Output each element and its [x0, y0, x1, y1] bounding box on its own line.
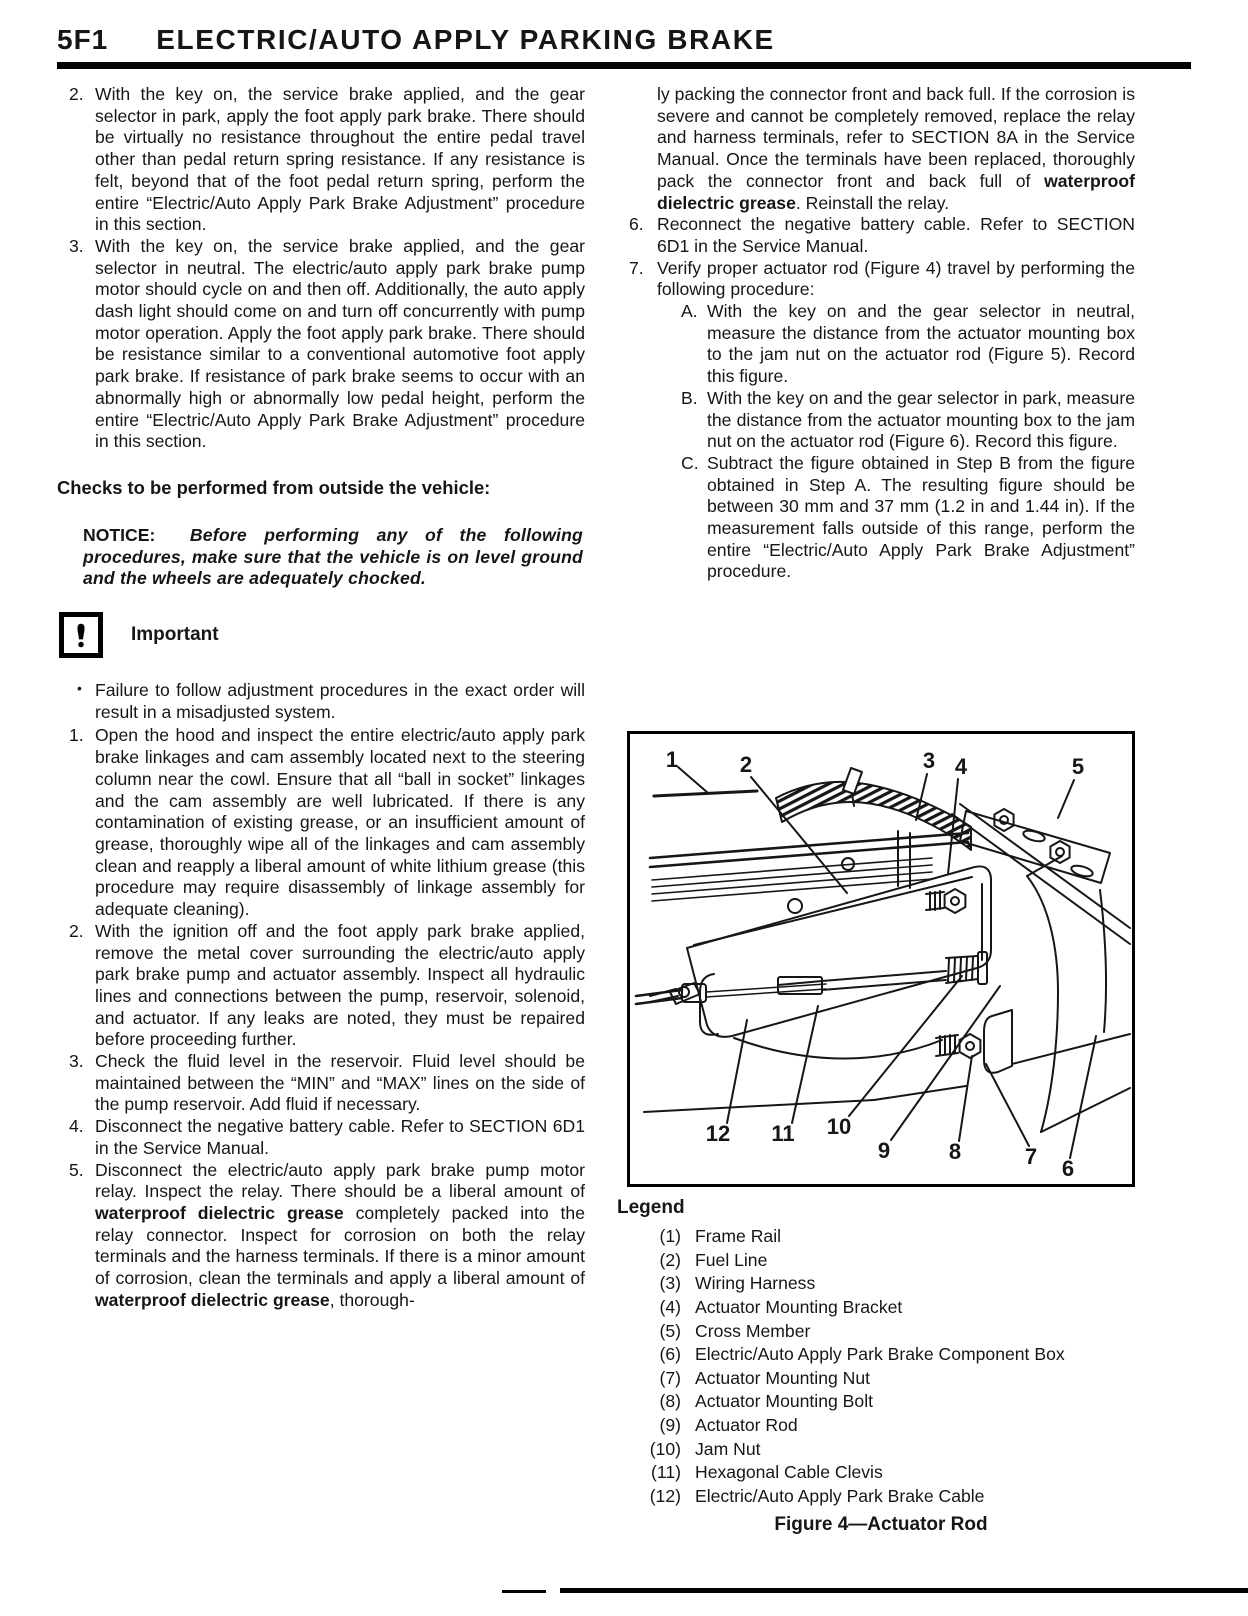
step-text: Reconnect the negative battery cable. Refer to SECTION 6D1 in the Service Manual.	[657, 214, 1135, 256]
legend-number: (4)	[659, 1296, 681, 1317]
legend-item	[627, 1367, 1135, 1391]
callout-8: 8	[948, 1139, 962, 1165]
legend-label: Frame Rail	[695, 1226, 782, 1247]
legend-label: Jam Nut	[695, 1438, 761, 1459]
step-item	[57, 236, 585, 453]
important-label: Important	[131, 624, 219, 646]
step-number: 5.	[69, 1159, 84, 1180]
step-item	[57, 1116, 585, 1159]
substep-text: With the key on and the gear selector in park, measure the distance from the actuator mounting box to the jam nut on the actuator rod (Figure 6). Record this figure.	[707, 387, 1135, 452]
step-number: 1.	[69, 725, 84, 746]
continuation-paragraph: ly packing the connector front and back full. If the corrosion is severe and cannot be completely removed, replace the relay and harness terminals, refer to SECTION 8A in the Service Manual. Once the terminals have been replaced, thoroughly pack the connector front and back full of waterproof dielectric grease. Reinstall the relay.	[657, 84, 1135, 213]
step-text: Disconnect the electric/auto apply park brake pump motor relay. Inspect the relay. There should be a liberal amount of waterproof dielectric grease completely packed into the relay connector. Inspect for corrosion on both the relay terminals and the harness terminals. If there is a minor amount of corrosion, clean the terminals and apply a liberal amount of waterproof dielectric grease, thorough-	[95, 1159, 585, 1310]
step-text: Check the fluid level in the reservoir. Fluid level should be maintained between the “MIN” and “MAX” lines on the side of the pump reservoir. Add fluid if necessary.	[95, 1051, 585, 1115]
step-number: 7.	[629, 257, 644, 278]
substep-item	[627, 301, 1135, 388]
callout-5: 5	[1071, 754, 1085, 780]
step-text: With the key on, the service brake applied, and the gear selector in park, apply the foot apply park brake. There should be virtually no resistance throughout the entire pedal travel other than pedal return spring resistance. If any resistance is felt, beyond that of the foot pedal return spring, perform the entire “Electric/Auto Apply Park Brake Adjustment” procedure in this section.	[95, 84, 585, 235]
bottom-rule-dash	[502, 1590, 546, 1593]
callout-7: 7	[1024, 1144, 1038, 1170]
legend-number: (3)	[659, 1273, 681, 1294]
step-text: Open the hood and inspect the entire electric/auto apply park brake linkages and cam assembly located next to the steering column near the cowl. Ensure that all “ball in socket” linkages and the cam assembly are well lubricated. If there is any contamination of existing grease, or an insufficient amount of grease, thoroughly wipe all of the linkages and cam assembly clean and reapply a liberal amount of white lithium grease (this procedure may require disassembly of linkage assembly for adequate cleaning).	[95, 725, 585, 920]
callout-10: 10	[826, 1114, 852, 1140]
legend-label: Electric/Auto Apply Park Brake Component Box	[695, 1344, 1065, 1365]
legend-label: Hexagonal Cable Clevis	[695, 1462, 883, 1483]
step-number: 3.	[69, 235, 84, 256]
substep-letter: B.	[681, 387, 698, 408]
bullet-text: Failure to follow adjustment procedures in the exact order will result in a misadjusted system.	[95, 680, 585, 722]
legend-label: Actuator Mounting Bolt	[695, 1391, 873, 1412]
step-number: 2.	[69, 920, 84, 941]
legend-number: (8)	[659, 1391, 681, 1412]
legend-number: (1)	[659, 1226, 681, 1247]
step-number: 3.	[69, 1051, 84, 1072]
right-column	[617, 84, 1135, 1536]
notice-block	[57, 525, 585, 590]
step-number: 6.	[629, 214, 644, 235]
legend-item	[627, 1272, 1135, 1296]
legend-item	[627, 1414, 1135, 1438]
legend-label: Actuator Rod	[695, 1414, 798, 1435]
step-item	[57, 725, 585, 920]
legend-label: Cross Member	[695, 1320, 811, 1341]
legend-item	[627, 1225, 1135, 1249]
substep-letter: C.	[681, 452, 699, 473]
callout-1: 1	[665, 747, 679, 773]
legend-item	[627, 1320, 1135, 1344]
checks-heading: Checks to be performed from outside the vehicle:	[57, 476, 491, 498]
step-number: 4.	[69, 1116, 84, 1137]
actuator-rod-diagram	[630, 734, 1132, 1184]
substep-item	[627, 388, 1135, 453]
legend-item	[627, 1390, 1135, 1414]
step-text: Verify proper actuator rod (Figure 4) travel by performing the following procedure:	[657, 257, 1135, 300]
bullet-item	[57, 680, 585, 723]
step-text: With the key on, the service brake applied, and the gear selector in neutral. The electric/auto apply park brake pump motor should cycle on and then off. Additionally, the auto apply dash light should come on and turn off concurrently with pump motor operation. Apply the foot apply park brake. There should be resistance similar to a conventional automotive foot apply park brake. If resistance of park brake seems to occur with an abnormally high or abnormally low pedal height, perform the entire “Electric/Auto Apply Park Brake Adjustment” procedure in this section.	[95, 235, 585, 452]
important-row	[59, 612, 585, 658]
callout-11: 11	[771, 1121, 795, 1147]
legend-label: Electric/Auto Apply Park Brake Cable	[695, 1485, 985, 1506]
legend-label: Fuel Line	[695, 1249, 768, 1270]
legend-number: (11)	[651, 1462, 681, 1483]
page-header	[0, 0, 1248, 69]
substep-letter: A.	[681, 301, 698, 322]
legend-item	[627, 1296, 1135, 1320]
legend-number: (7)	[659, 1367, 681, 1388]
legend-number: (10)	[649, 1438, 681, 1459]
step-item	[57, 921, 585, 1051]
substep-text: With the key on and the gear selector in neutral, measure the distance from the actuator mounting box to the jam nut on the actuator rod (Figure 5). Record this figure.	[707, 301, 1135, 387]
step-text: With the ignition off and the foot apply park brake applied, remove the metal cover surrounding the electric/auto apply park brake pump and actuator assembly. Inspect all hydraulic lines and connections between the pump, reservoir, solenoid, and actuator. If any leaks are noted, they must be repaired before proceeding further.	[95, 920, 585, 1050]
notice-text: Before performing any of the following procedures, make sure that the vehicle is on level ground and the wheels are adequately chocked.	[83, 524, 583, 589]
header-rule	[57, 62, 1191, 69]
substep-item	[627, 453, 1135, 583]
callout-4: 4	[954, 754, 968, 780]
legend-label: Wiring Harness	[695, 1273, 816, 1294]
callout-12: 12	[705, 1121, 731, 1147]
important-exclamation-icon	[59, 612, 103, 658]
callout-2: 2	[739, 752, 753, 778]
figure-legend	[617, 1197, 1135, 1508]
legend-heading: Legend	[617, 1197, 685, 1219]
legend-number: (12)	[649, 1485, 681, 1506]
callout-6: 6	[1061, 1156, 1075, 1182]
substep-text: Subtract the figure obtained in Step B from the figure obtained in Step A. The resulting figure should be between 30 mm and 37 mm (1.2 in and 1.44 in). If the measurement falls outside of this range, perform the entire “Electric/Auto Apply Park Brake Adjustment” procedure.	[707, 452, 1135, 582]
page-title: ELECTRIC/AUTO APPLY PARKING BRAKE	[156, 24, 775, 55]
legend-item	[627, 1343, 1135, 1367]
legend-label: Actuator Mounting Bracket	[695, 1296, 903, 1317]
legend-number: (6)	[659, 1344, 681, 1365]
section-code: 5F1	[57, 24, 109, 55]
figure-caption: Figure 4—Actuator Rod	[774, 1514, 988, 1536]
legend-number: (5)	[659, 1320, 681, 1341]
step-item	[57, 84, 585, 236]
step-text: Disconnect the negative battery cable. Refer to SECTION 6D1 in the Service Manual.	[95, 1116, 585, 1158]
step-item	[627, 258, 1135, 301]
legend-label: Actuator Mounting Nut	[695, 1367, 871, 1388]
step-item	[57, 1051, 585, 1116]
legend-number: (2)	[659, 1249, 681, 1270]
legend-item	[627, 1438, 1135, 1462]
bottom-rule	[560, 1588, 1248, 1593]
notice-label: NOTICE:	[83, 524, 156, 545]
legend-item	[627, 1461, 1135, 1485]
legend-number: (9)	[659, 1414, 681, 1435]
callout-9: 9	[877, 1138, 891, 1164]
legend-item	[627, 1485, 1135, 1509]
figure-4-frame	[627, 731, 1135, 1187]
step-item	[57, 1160, 585, 1312]
step-number: 2.	[69, 84, 84, 104]
step-item	[627, 214, 1135, 257]
bullet-marker: •	[77, 680, 82, 697]
callout-3: 3	[922, 748, 936, 774]
legend-item	[627, 1249, 1135, 1273]
left-column	[57, 84, 585, 1536]
